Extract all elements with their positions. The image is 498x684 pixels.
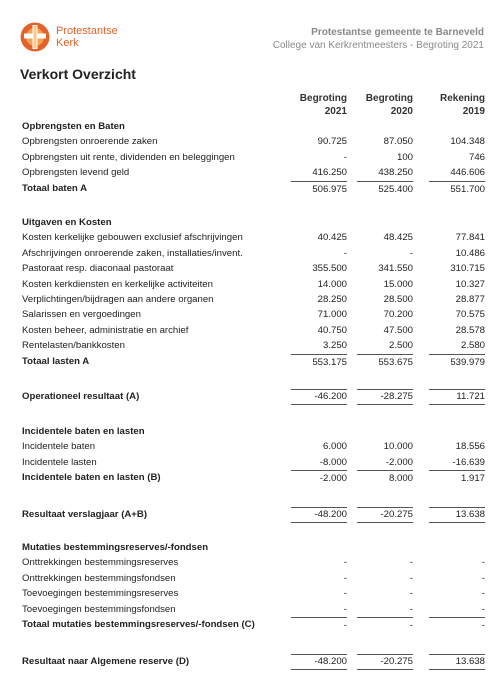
total-row: Totaal baten A 506.975 525.400 551.700	[0, 181, 498, 196]
result-row: Resultaat naar Algemene reserve (D) -48.200 -20.275 13.638	[0, 654, 498, 669]
table-row: Opbrengsten uit rente, dividenden en beleggingen - 100 746	[22, 151, 485, 163]
column-header-begroting-2020: Begroting 2020	[365, 93, 413, 117]
section-mutaties	[0, 540, 498, 632]
table-row: Salarissen en vergoedingen 71.000 70.200 70.575	[22, 309, 485, 321]
section-operationeel	[0, 389, 498, 404]
table-row: Opbrengsten levend geld 416.250 438.250 446.606	[22, 167, 485, 179]
total-row: Incidentele baten en lasten (B) -2.000 8.000 1.917	[0, 470, 498, 485]
section-incidenteel	[0, 424, 498, 486]
section-heading: Uitgaven en Kosten	[22, 217, 112, 228]
column-header-begroting-2021: Begroting 2021	[299, 93, 347, 117]
section-heading: Incidentele baten en lasten	[22, 426, 145, 437]
column-header-rekening-2019: Rekening 2019	[439, 93, 485, 117]
table-row: Incidentele baten 6.000 10.000 18.556	[22, 441, 485, 453]
table-row: Incidentele lasten -8.000 -2.000 -16.639	[22, 456, 485, 468]
logo-line2: Kerk	[56, 37, 79, 49]
logo-line1: Protestantse	[56, 25, 118, 37]
logo-wordmark	[56, 25, 118, 49]
table-row: Pastoraat resp. diaconaal pastoraat 355.500 341.550 310.715	[22, 263, 485, 275]
document-header	[273, 26, 484, 52]
org-name: Protestantse gemeente te Barneveld	[311, 27, 484, 38]
table-row: Kosten kerkelijke gebouwen exclusief afschrijvingen 40.425 48.425 77.841	[22, 232, 485, 244]
total-row: Totaal lasten A 553.175 553.675 539.979	[0, 354, 498, 369]
protestantse-kerk-logo	[20, 22, 50, 52]
table-row: Toevoegingen bestemmingsreserves - - -	[22, 588, 485, 600]
section-baten	[0, 119, 498, 196]
table-row: Onttrekkingen bestemmingsreserves - - -	[22, 557, 485, 569]
table-row: Afschrijvingen onroerende zaken, installaties/invent. - - 10.486	[22, 247, 485, 259]
section-heading: Opbrengsten en Baten	[22, 121, 125, 132]
table-row: Opbrengsten onroerende zaken 90.725 87.050 104.348	[22, 136, 485, 148]
page-title: Verkort Overzicht	[20, 66, 136, 82]
table-row: Toevoegingen bestemmingsfondsen - - -	[22, 603, 485, 615]
table-row: Onttrekkingen bestemmingsfondsen - - -	[22, 572, 485, 584]
section-algemene-reserve	[0, 654, 498, 669]
section-heading: Mutaties bestemmingsreserves/-fondsen	[22, 542, 209, 553]
total-row: Totaal mutaties bestemmingsreserves/-fondsen (C) - - -	[0, 617, 498, 632]
section-resultaat	[0, 507, 498, 522]
table-row: Kosten kerkdiensten en kerkelijke activiteiten 14.000 15.000 10.327	[22, 278, 485, 290]
header-subtitle: College van Kerkrentmeesters - Begroting 2021	[272, 40, 484, 51]
table-row: Rentelasten/bankkosten 3.250 2.500 2.580	[22, 340, 485, 352]
result-row: Resultaat verslagjaar (A+B) -48.200 -20.275 13.638	[0, 507, 498, 522]
result-row: Operationeel resultaat (A) -46.200 -28.275 11.721	[0, 389, 498, 404]
table-row: Kosten beheer, administratie en archief 40.750 47.500 28.578	[22, 324, 485, 336]
section-lasten	[0, 215, 498, 369]
table-row: Verplichtingen/bijdragen aan andere organen 28.250 28.500 28.877	[22, 293, 485, 305]
